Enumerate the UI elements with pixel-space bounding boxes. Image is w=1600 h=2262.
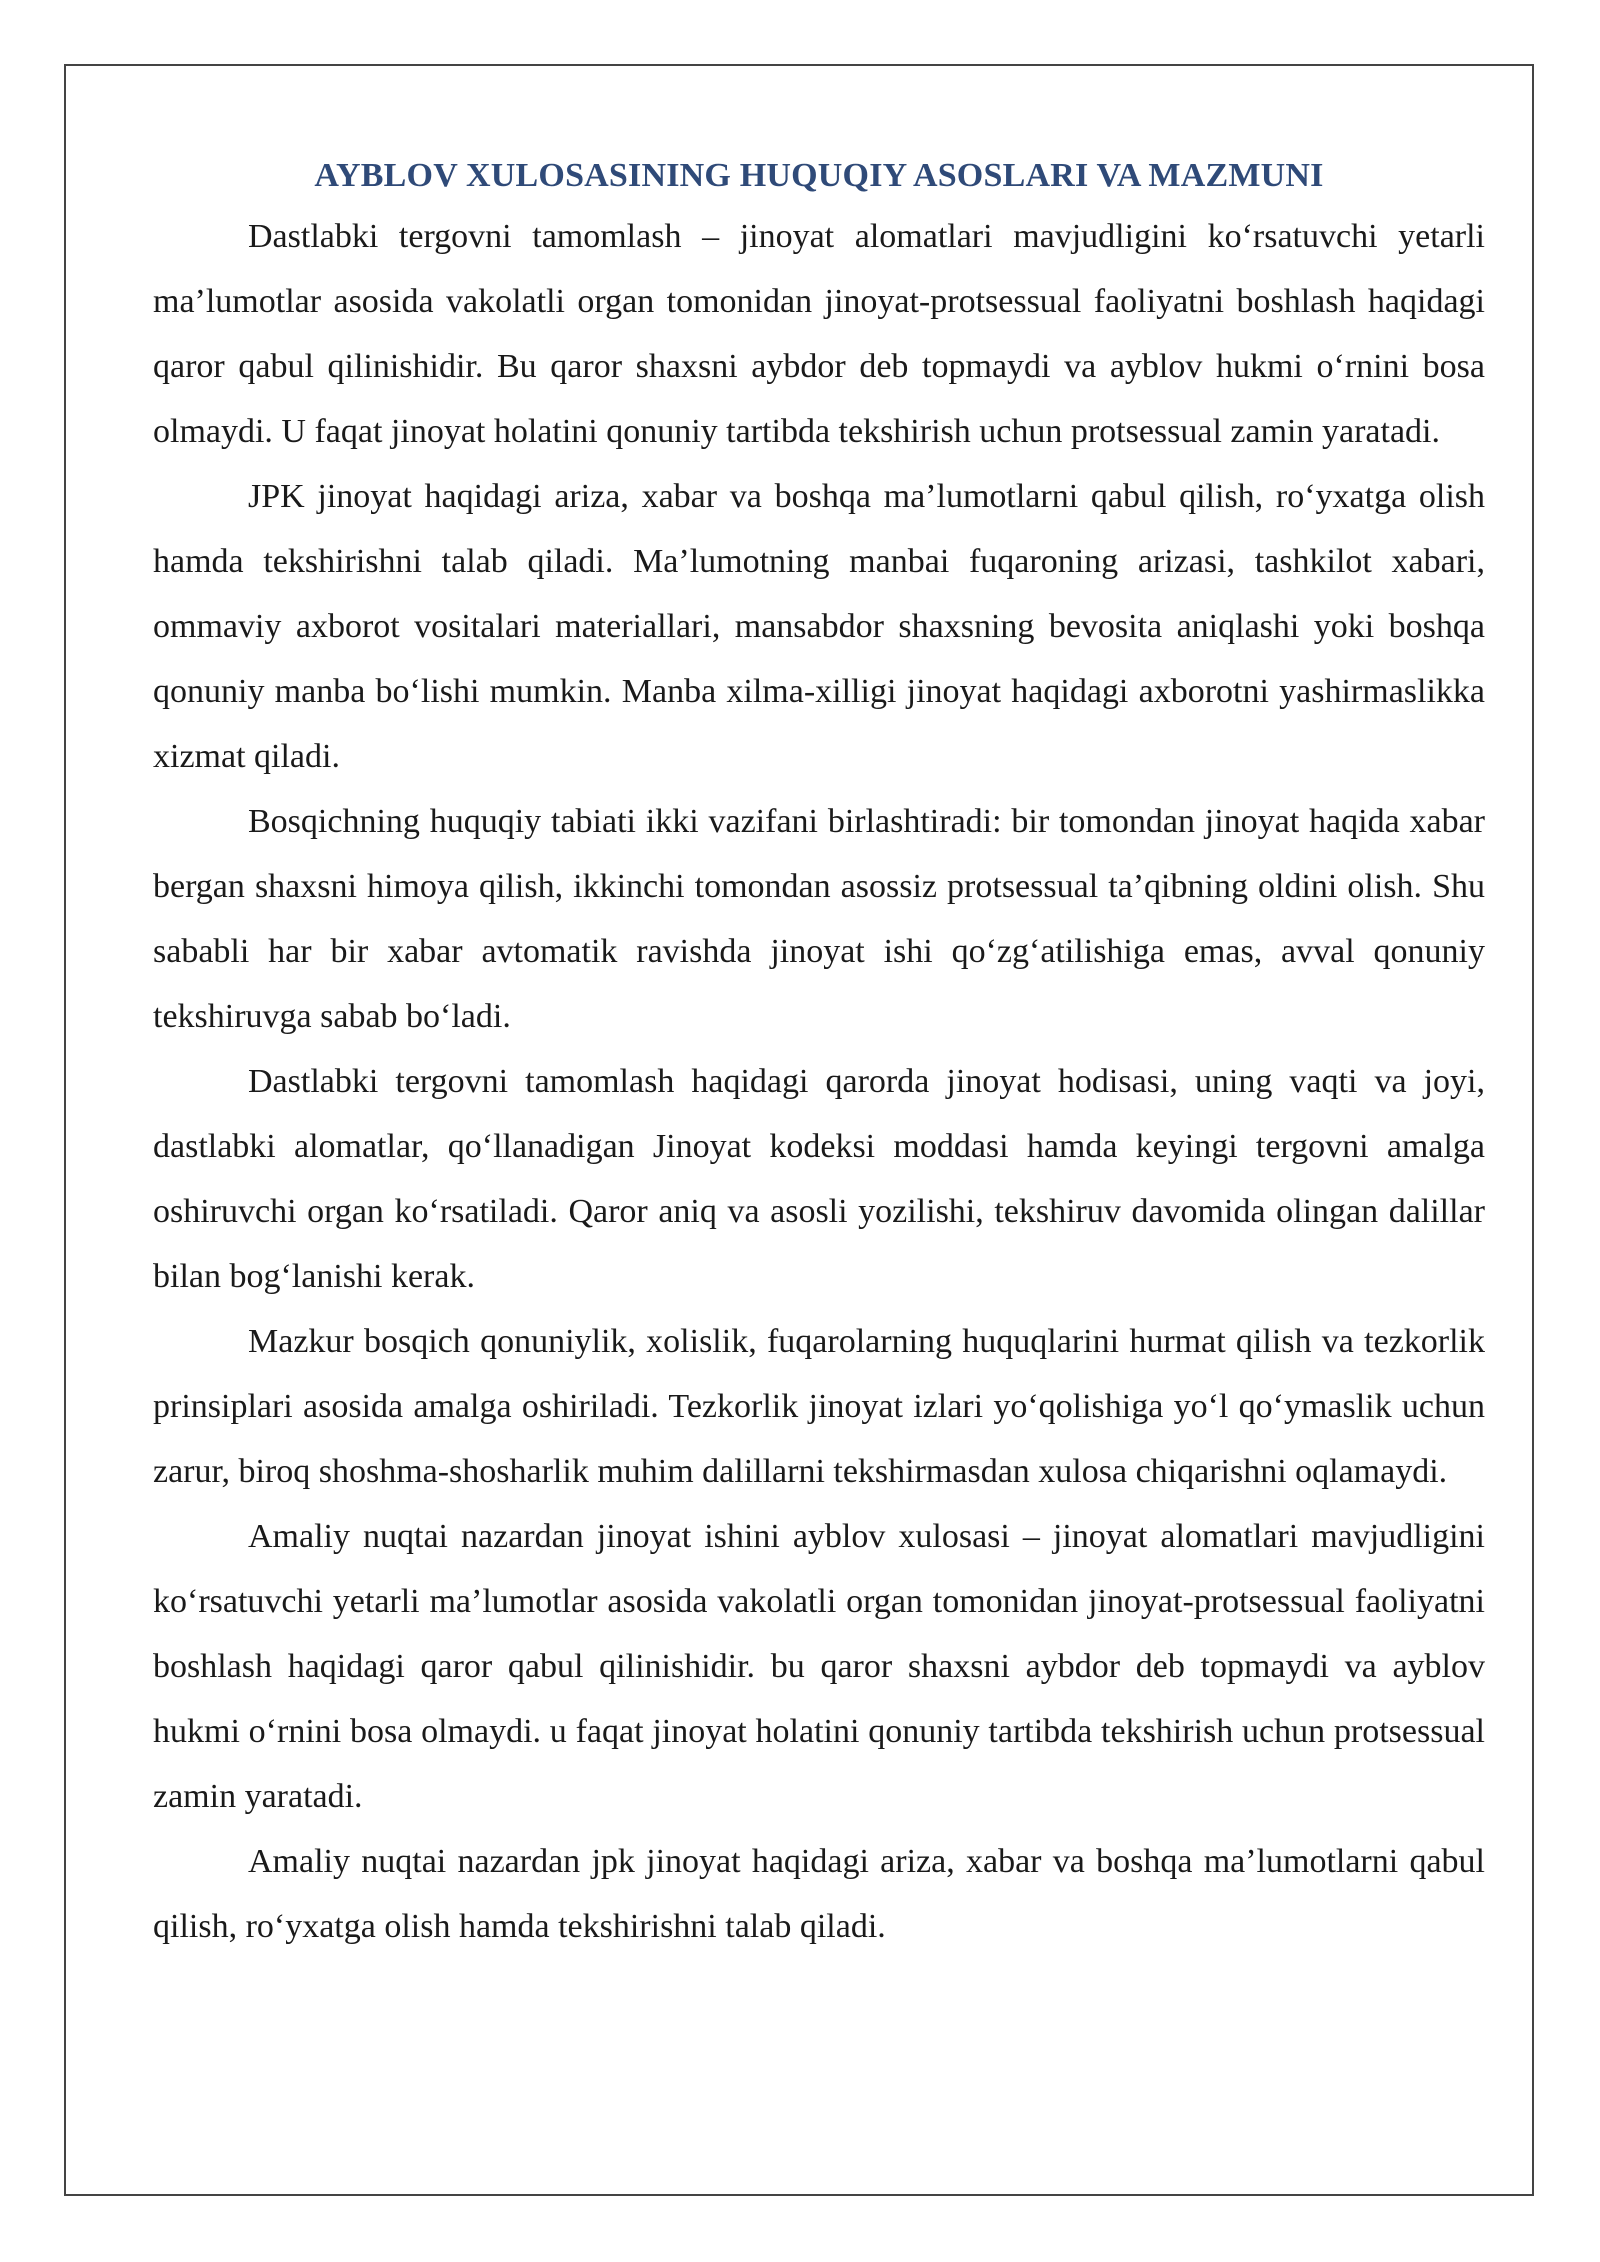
paragraph: Dastlabki tergovni tamomlash haqidagi qarorda jinoyat hodisasi, uning vaqti va joyi, dastlabki alomatlar, qo‘llanadigan Jinoyat kodeksi moddasi hamda keyingi tergovni amalga oshiruvchi organ ko‘rsatiladi. Qaror aniq va asosli yozilishi, tekshiruv davomida olingan dalillar bilan bog‘lanishi kerak. xyxy=(153,1063,1485,1295)
paragraph: JPK jinoyat haqidagi ariza, xabar va boshqa ma’lumotlarni qabul qilish, ro‘yxatga olish hamda tekshirishni talab qiladi. Ma’lumotning manbai fuqaroning arizasi, tashkilot xabari, ommaviy axborot vositalari materiallari, mansabdor shaxsning bevosita aniqlashi yoki boshqa qonuniy manba bo‘lishi mumkin. Manba xilma-xilligi jinoyat haqidagi axborotni yashirmaslikka xizmat qiladi. xyxy=(153,478,1485,775)
paragraph: Dastlabki tergovni tamomlash – jinoyat alomatlari mavjudligini ko‘rsatuvchi yetarli ma’lumotlar asosida vakolatli organ tomonidan jinoyat-protsessual faoliyatni boshlash haqidagi qaror qabul qilinishidir. Bu qaror shaxsni aybdor deb topmaydi va ayblov hukmi o‘rnini bosa olmaydi. U faqat jinoyat holatini qonuniy tartibda tekshirish uchun protsessual zamin yaratadi. xyxy=(153,218,1485,450)
paragraph: Amaliy nuqtai nazardan jinoyat ishini ayblov xulosasi – jinoyat alomatlari mavjudligini ko‘rsatuvchi yetarli ma’lumotlar asosida vakolatli organ tomonidan jinoyat-protsessual faoliyatni boshlash haqidagi qaror qabul qilinishidir. bu qaror shaxsni aybdor deb topmaydi va ayblov hukmi o‘rnini bosa olmaydi. u faqat jinoyat holatini qonuniy tartibda tekshirish uchun protsessual zamin yaratadi. xyxy=(153,1518,1485,1815)
document-body xyxy=(153,148,1485,1959)
paragraph: Amaliy nuqtai nazardan jpk jinoyat haqidagi ariza, xabar va boshqa ma’lumotlarni qabul qilish, ro‘yxatga olish hamda tekshirishni talab qiladi. xyxy=(153,1843,1485,1945)
document-title: AYBLOV XULOSASINING HUQUQIY ASOSLARI VA MAZMUNI xyxy=(314,157,1324,194)
paragraph: Bosqichning huquqiy tabiati ikki vazifani birlashtiradi: bir tomondan jinoyat haqida xabar bergan shaxsni himoya qilish, ikkinchi tomondan asossiz protsessual ta’qibning oldini olish. Shu sababli har bir xabar avtomatik ravishda jinoyat ishi qo‘zg‘atilishiga emas, avval qonuniy tekshiruvga sabab bo‘ladi. xyxy=(153,803,1485,1035)
paragraph: Mazkur bosqich qonuniylik, xolislik, fuqarolarning huquqlarini hurmat qilish va tezkorlik prinsiplari asosida amalga oshiriladi. Tezkorlik jinoyat izlari yo‘qolishiga yo‘l qo‘ymaslik uchun zarur, biroq shoshma-shosharlik muhim dalillarni tekshirmasdan xulosa chiqarishni oqlamaydi. xyxy=(153,1323,1485,1490)
